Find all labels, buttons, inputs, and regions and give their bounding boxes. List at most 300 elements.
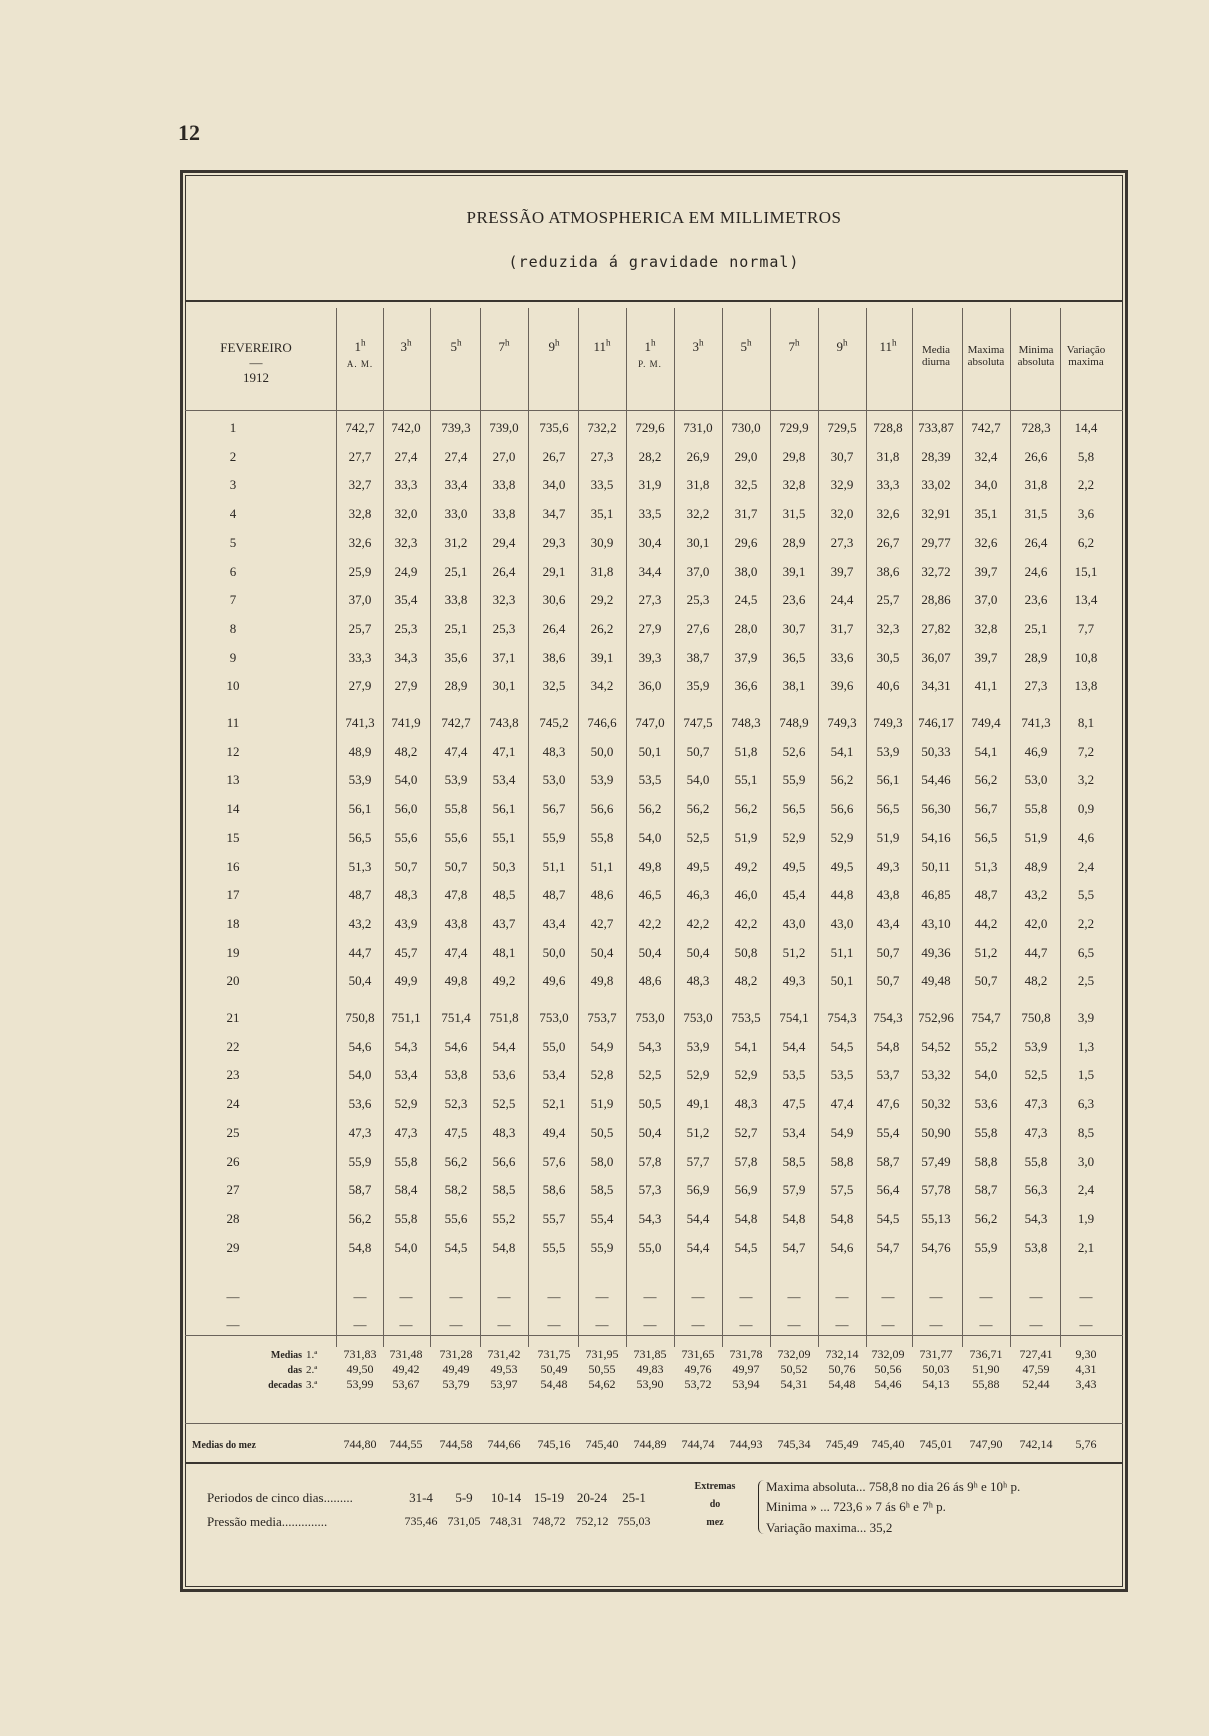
- table-cell: 3,6: [1077, 506, 1095, 522]
- table-cell: 25,1: [444, 563, 468, 579]
- table-cell: 54,5: [734, 1239, 758, 1255]
- table-cell: 50,33: [921, 743, 951, 759]
- hour-unit: h: [651, 338, 656, 348]
- table-cell: 730,0: [731, 420, 761, 435]
- table-cell: 54,4: [686, 1210, 710, 1226]
- table-cell: 50,4: [638, 944, 662, 960]
- blank-row-dash: —: [226, 1317, 240, 1332]
- table-cell: 43,0: [782, 915, 806, 931]
- table-cell: 32,3: [876, 620, 900, 636]
- table-cell: 54,0: [974, 1067, 998, 1083]
- table-cell: 26,4: [492, 563, 516, 579]
- table-cell: 51,1: [830, 944, 854, 960]
- table-cell: 28,9: [782, 534, 806, 550]
- table-cell: 58,6: [542, 1182, 566, 1198]
- day-label: 23: [226, 1067, 240, 1083]
- day-label: 22: [226, 1038, 240, 1054]
- table-cell: 731,0: [683, 420, 713, 435]
- table-cell: 48,7: [542, 887, 566, 903]
- table-cell: 51,1: [542, 858, 566, 874]
- month-mean-cell: 744,93: [729, 1437, 763, 1451]
- period-value: 25-1: [622, 1490, 646, 1505]
- table-cell: 50,32: [921, 1096, 951, 1112]
- table-cell: 39,7: [974, 649, 998, 665]
- blank-row-dash: —: [739, 1317, 753, 1332]
- decade-mean-cell: 47,59: [1022, 1362, 1050, 1376]
- pressure-mean-value: 755,03: [617, 1514, 651, 1528]
- table-cell: 56,4: [876, 1182, 900, 1198]
- table-cell: 51,2: [974, 944, 998, 960]
- day-label: 29: [226, 1239, 240, 1255]
- day-label: 8: [229, 620, 237, 636]
- decade-label-line: das: [287, 1365, 302, 1376]
- table-cell: 34,2: [590, 678, 614, 694]
- day-label: 2: [229, 448, 237, 464]
- table-cell: 38,0: [734, 563, 758, 579]
- table-cell: 33,0: [444, 506, 468, 522]
- table-cell: 13,4: [1074, 592, 1098, 608]
- table-cell: 55,8: [1024, 1153, 1048, 1169]
- day-label: 27: [226, 1182, 240, 1198]
- table-cell: 55,6: [444, 829, 468, 845]
- month-mean-cell: 744,80: [343, 1437, 377, 1451]
- table-cell: 48,9: [348, 743, 372, 759]
- table-cell: 56,2: [348, 1210, 372, 1226]
- day-label: 26: [226, 1153, 240, 1169]
- table-cell: 33,8: [492, 477, 516, 493]
- table-cell: 32,9: [830, 477, 854, 493]
- table-cell: 58,5: [782, 1153, 806, 1169]
- table-cell: 54,3: [1024, 1210, 1048, 1226]
- month-mean-cell: 744,89: [633, 1437, 667, 1451]
- table-cell: 753,0: [683, 1010, 713, 1025]
- table-cell: 25,1: [1024, 620, 1048, 636]
- table-cell: 39,7: [974, 563, 998, 579]
- table-cell: 50,1: [638, 743, 662, 759]
- blank-row-dash: —: [1029, 1289, 1043, 1304]
- table-cell: 50,1: [830, 973, 854, 989]
- table-cell: 14,4: [1074, 420, 1098, 435]
- table-cell: 8,1: [1077, 715, 1095, 730]
- table-cell: 56,5: [974, 829, 998, 845]
- day-label: 1: [229, 420, 237, 435]
- table-cell: 53,4: [394, 1067, 418, 1083]
- table-cell: 55,6: [394, 829, 418, 845]
- variacao-maxima-header: [1062, 344, 1110, 368]
- decade-mean-cell: 51,90: [972, 1362, 1000, 1376]
- pressure-mean-value: 748,31: [489, 1514, 523, 1528]
- decade-mean-cell: 4,31: [1075, 1362, 1097, 1376]
- table-cell: 47,4: [830, 1096, 854, 1112]
- table-cell: 13,8: [1074, 678, 1098, 694]
- table-cell: 48,2: [734, 973, 758, 989]
- table-cell: 57,49: [921, 1153, 951, 1169]
- table-cell: 50,4: [348, 973, 372, 989]
- table-cell: 47,3: [348, 1124, 372, 1140]
- hour-unit: h: [361, 338, 366, 348]
- hour-header: [770, 338, 818, 355]
- table-cell: 55,9: [542, 829, 566, 845]
- table-cell: 57,3: [638, 1182, 662, 1198]
- table-cell: 31,9: [638, 477, 662, 493]
- table-cell: 34,3: [394, 649, 418, 665]
- period-value: 31-4: [409, 1490, 433, 1505]
- table-cell: 729,5: [827, 420, 857, 435]
- table-cell: 57,7: [686, 1153, 710, 1169]
- table-cell: 47,1: [492, 743, 516, 759]
- table-cell: 29,6: [734, 534, 758, 550]
- day-label: 20: [226, 973, 240, 989]
- table-cell: 57,78: [921, 1182, 951, 1198]
- table-cell: 2,5: [1077, 973, 1095, 989]
- blank-row-dash: —: [691, 1317, 705, 1332]
- header-line: Minima: [1018, 344, 1054, 356]
- table-cell: 27,0: [492, 448, 516, 464]
- am-label: A. M.: [346, 359, 374, 370]
- table-cell: 52,6: [782, 743, 806, 759]
- table-cell: 47,6: [876, 1096, 900, 1112]
- table-cell: 54,9: [590, 1038, 614, 1054]
- decade-mean-cell: 50,52: [780, 1362, 808, 1376]
- table-cell: 749,3: [873, 715, 903, 730]
- blank-row-dash: —: [787, 1317, 801, 1332]
- table-cell: 54,3: [394, 1038, 418, 1054]
- table-cell: 54,8: [782, 1210, 806, 1226]
- blank-row-dash: —: [399, 1317, 413, 1332]
- table-cell: 43,2: [348, 915, 372, 931]
- month-means-label: Medias do mez: [192, 1440, 256, 1451]
- blank-row-dash: —: [739, 1289, 753, 1304]
- hour-unit: h: [407, 338, 412, 348]
- table-cell: 54,1: [734, 1038, 758, 1054]
- table-cell: 2,2: [1077, 477, 1095, 493]
- table-cell: 31,8: [876, 448, 900, 464]
- decade-mean-cell: 49,50: [346, 1362, 374, 1376]
- table-cell: 33,5: [638, 506, 662, 522]
- table-cell: 28,39: [921, 448, 951, 464]
- table-cell: 55,7: [542, 1210, 566, 1226]
- blank-row-dash: —: [881, 1289, 895, 1304]
- table-cell: 52,9: [782, 829, 806, 845]
- table-cell: 55,9: [974, 1239, 998, 1255]
- table-cell: 31,7: [734, 506, 758, 522]
- table-cell: 51,3: [974, 858, 998, 874]
- hour-header: [864, 338, 912, 355]
- month-dash: —: [249, 355, 263, 370]
- table-cell: 54,8: [734, 1210, 758, 1226]
- hour-label: 1$^h$: [354, 338, 366, 355]
- month-mean-cell: 745,34: [777, 1437, 811, 1451]
- table-cell: 742,7: [971, 420, 1001, 435]
- table-cell: 57,8: [734, 1153, 758, 1169]
- table-cell: 29,4: [492, 534, 516, 550]
- table-cell: 54,0: [394, 1239, 418, 1255]
- table-cell: 47,8: [444, 887, 468, 903]
- table-cell: 28,0: [734, 620, 758, 636]
- table-cell: 55,9: [348, 1153, 372, 1169]
- table-cell: 25,3: [492, 620, 516, 636]
- decade-mean-cell: 732,09: [777, 1347, 811, 1361]
- table-cell: 51,9: [590, 1096, 614, 1112]
- table-cell: 58,5: [590, 1182, 614, 1198]
- hour-label: 11$^h$: [879, 338, 897, 355]
- table-cell: 50,3: [492, 858, 516, 874]
- table-cell: 53,4: [492, 772, 516, 788]
- day-label: 4: [229, 506, 237, 522]
- decade-mean-cell: 732,09: [871, 1347, 905, 1361]
- table-cell: 53,0: [542, 772, 566, 788]
- table-cell: 29,2: [590, 592, 614, 608]
- blank-row-dash: —: [399, 1289, 413, 1304]
- decade-label-line: Medias: [270, 1350, 302, 1361]
- table-cell: 50,90: [921, 1124, 951, 1140]
- table-cell: 753,0: [539, 1010, 569, 1025]
- pressure-mean-value: 735,46: [404, 1514, 438, 1528]
- hour-unit: h: [457, 338, 462, 348]
- decade-index: 1.ª: [306, 1349, 318, 1361]
- table-cell: 55,1: [734, 772, 758, 788]
- table-cell: 3,9: [1077, 1010, 1095, 1025]
- column-separator: [1010, 308, 1011, 1347]
- table-cell: 44,8: [830, 887, 854, 903]
- table-cell: 56,1: [876, 772, 900, 788]
- decade-mean-cell: 54,31: [780, 1377, 808, 1391]
- table-cell: 742,7: [345, 420, 375, 435]
- table-cell: 49,2: [734, 858, 758, 874]
- table-cell: 51,9: [876, 829, 900, 845]
- table-cell: 26,7: [542, 448, 566, 464]
- table-cell: 57,5: [830, 1182, 854, 1198]
- table-cell: 53,9: [876, 743, 900, 759]
- table-cell: 750,8: [345, 1010, 375, 1025]
- table-cell: 50,4: [686, 944, 710, 960]
- table-cell: 45,7: [394, 944, 418, 960]
- decade-mean-cell: 54,48: [828, 1377, 856, 1391]
- table-cell: 751,4: [441, 1010, 471, 1025]
- table-cell: 2,1: [1077, 1239, 1095, 1255]
- table-cell: 33,8: [444, 592, 468, 608]
- table-cell: 58,5: [492, 1182, 516, 1198]
- table-cell: 27,4: [394, 448, 418, 464]
- table-cell: 5,5: [1077, 887, 1095, 903]
- page-number: 12: [178, 120, 200, 145]
- table-cell: 51,3: [348, 858, 372, 874]
- extreme-max: Maxima absoluta... 758,8 no dia 26 ás 9ʰ e 10ʰ p.: [766, 1479, 1021, 1494]
- decade-mean-cell: 49,53: [490, 1362, 518, 1376]
- table-cell: 53,0: [1024, 772, 1048, 788]
- table-cell: 56,9: [734, 1182, 758, 1198]
- decade-mean-cell: 727,41: [1019, 1347, 1053, 1361]
- table-cell: 51,2: [686, 1124, 710, 1140]
- table-cell: 47,5: [444, 1124, 468, 1140]
- month-label: FEVEREIRO: [220, 340, 292, 355]
- hour-unit: h: [606, 338, 611, 348]
- table-cell: 43,4: [876, 915, 900, 931]
- table-cell: 728,8: [873, 420, 903, 435]
- table-cell: 32,8: [348, 506, 372, 522]
- month-mean-cell: 744,74: [681, 1437, 715, 1451]
- table-cell: 53,4: [782, 1124, 806, 1140]
- table-cell: 32,6: [876, 506, 900, 522]
- table-cell: 32,5: [542, 678, 566, 694]
- decade-mean-cell: 731,77: [919, 1347, 953, 1361]
- blank-row-dash: —: [497, 1289, 511, 1304]
- table-cell: 39,1: [782, 563, 806, 579]
- month-mean-cell: 747,90: [969, 1437, 1003, 1451]
- decade-mean-cell: 49,97: [732, 1362, 760, 1376]
- table-cell: 1,3: [1077, 1038, 1095, 1054]
- table-cell: 54,3: [638, 1038, 662, 1054]
- table-cell: 50,7: [444, 858, 468, 874]
- day-label: 11: [226, 715, 240, 730]
- blank-row-dash: —: [691, 1289, 705, 1304]
- table-cell: 751,1: [391, 1010, 421, 1025]
- table-cell: 57,8: [638, 1153, 662, 1169]
- table-cell: 55,2: [974, 1038, 998, 1054]
- decade-mean-cell: 9,30: [1075, 1347, 1097, 1361]
- table-cell: 49,8: [590, 973, 614, 989]
- blank-row-dash: —: [1079, 1317, 1093, 1332]
- decade-mean-cell: 53,94: [732, 1377, 760, 1391]
- table-cell: 54,46: [921, 772, 951, 788]
- blank-row-dash: —: [787, 1289, 801, 1304]
- table-cell: 25,3: [686, 592, 710, 608]
- decade-mean-cell: 731,65: [681, 1347, 715, 1361]
- table-cell: 58,0: [590, 1153, 614, 1169]
- period-value: 10-14: [490, 1490, 522, 1505]
- table-cell: 46,85: [921, 887, 951, 903]
- table-cell: 37,1: [492, 649, 516, 665]
- hour-label: 5$^h$: [740, 338, 752, 355]
- table-cell: 28,2: [638, 448, 662, 464]
- table-cell: 52,5: [638, 1067, 662, 1083]
- table-cell: 3,0: [1077, 1153, 1095, 1169]
- hour-header: [382, 338, 430, 355]
- decade-mean-cell: 50,55: [588, 1362, 616, 1376]
- table-cell: 56,2: [444, 1153, 468, 1169]
- table-cell: 52,8: [590, 1067, 614, 1083]
- table-cell: 57,6: [542, 1153, 566, 1169]
- hour-label: 1$^h$: [644, 338, 656, 355]
- table-cell: 50,7: [876, 944, 900, 960]
- table-cell: 56,2: [830, 772, 854, 788]
- table-cell: 46,5: [638, 887, 662, 903]
- table-cell: 38,1: [782, 678, 806, 694]
- table-cell: 31,2: [444, 534, 468, 550]
- month-mean-cell: 745,16: [537, 1437, 571, 1451]
- table-cell: 32,72: [921, 563, 951, 579]
- table-cell: 32,8: [782, 477, 806, 493]
- decade-mean-cell: 731,42: [487, 1347, 521, 1361]
- table-cell: 35,9: [686, 678, 710, 694]
- table-cell: 32,3: [492, 592, 516, 608]
- table-cell: 43,9: [394, 915, 418, 931]
- table-cell: 55,8: [1024, 801, 1048, 817]
- table-cell: 27,9: [348, 678, 372, 694]
- table-cell: 50,4: [638, 1124, 662, 1140]
- table-cell: 36,0: [638, 678, 662, 694]
- table-cell: 27,3: [590, 448, 614, 464]
- table-cell: 53,6: [492, 1067, 516, 1083]
- table-cell: 50,5: [638, 1096, 662, 1112]
- table-cell: 49,5: [782, 858, 806, 874]
- table-cell: 29,77: [921, 534, 951, 550]
- table-cell: 56,2: [638, 801, 662, 817]
- table-cell: 56,2: [734, 801, 758, 817]
- table-cell: 53,9: [348, 772, 372, 788]
- table-cell: 55,8: [394, 1210, 418, 1226]
- table-cell: 37,9: [734, 649, 758, 665]
- table-cell: 50,11: [921, 858, 951, 874]
- table-cell: 56,9: [686, 1182, 710, 1198]
- table-cell: 38,7: [686, 649, 710, 665]
- table-cell: 750,8: [1021, 1010, 1051, 1025]
- decade-mean-cell: 731,48: [389, 1347, 423, 1361]
- blank-row-dash: —: [881, 1317, 895, 1332]
- day-label: 3: [229, 477, 237, 493]
- table-cell: 36,5: [782, 649, 806, 665]
- table-cell: 32,7: [348, 477, 372, 493]
- table-cell: 26,2: [590, 620, 614, 636]
- table-cell: 52,3: [444, 1096, 468, 1112]
- table-cell: 27,9: [638, 620, 662, 636]
- table-cell: 15,1: [1074, 563, 1098, 579]
- table-cell: 50,7: [974, 973, 998, 989]
- table-cell: 50,4: [590, 944, 614, 960]
- header-line: Maxima: [967, 344, 1005, 356]
- table-cell: 43,8: [444, 915, 468, 931]
- table-cell: 50,0: [590, 743, 614, 759]
- table-cell: 58,7: [974, 1182, 998, 1198]
- table-cell: 27,3: [638, 592, 662, 608]
- table-cell: 55,8: [394, 1153, 418, 1169]
- table-cell: 30,9: [590, 534, 614, 550]
- table-cell: 48,3: [492, 1124, 516, 1140]
- table-cell: 8,5: [1077, 1124, 1095, 1140]
- decade-index: 3.ª: [306, 1379, 318, 1391]
- table-cell: 58,8: [830, 1153, 854, 1169]
- decade-mean-cell: 53,67: [392, 1377, 420, 1391]
- table-cell: 52,7: [734, 1124, 758, 1140]
- table-cell: 2,4: [1077, 858, 1095, 874]
- table-cell: 56,2: [974, 772, 998, 788]
- table-cell: 34,4: [638, 563, 662, 579]
- header-line: diurna: [921, 356, 951, 368]
- table-cell: 33,3: [348, 649, 372, 665]
- table-cell: 56,5: [876, 801, 900, 817]
- table-cell: 25,7: [348, 620, 372, 636]
- table-cell: 53,9: [1024, 1038, 1048, 1054]
- table-cell: 32,4: [974, 448, 998, 464]
- decade-mean-cell: 50,49: [540, 1362, 568, 1376]
- decade-mean-cell: 731,75: [537, 1347, 571, 1361]
- table-cell: 47,3: [394, 1124, 418, 1140]
- table-cell: 56,30: [921, 801, 951, 817]
- day-label: 24: [226, 1096, 240, 1112]
- month-mean-cell: 744,66: [487, 1437, 521, 1451]
- decade-mean-cell: 731,83: [343, 1347, 377, 1361]
- table-cell: 54,1: [974, 743, 998, 759]
- extremes-label-line: do: [709, 1499, 721, 1510]
- table-cell: 57,9: [782, 1182, 806, 1198]
- table-cell: 50,7: [394, 858, 418, 874]
- table-cell: 54,6: [830, 1239, 854, 1255]
- hour-unit: h: [795, 338, 800, 348]
- table-cell: 54,5: [876, 1210, 900, 1226]
- table-cell: 5,8: [1077, 448, 1095, 464]
- table-cell: 3,2: [1077, 772, 1095, 788]
- table-cell: 35,1: [974, 506, 998, 522]
